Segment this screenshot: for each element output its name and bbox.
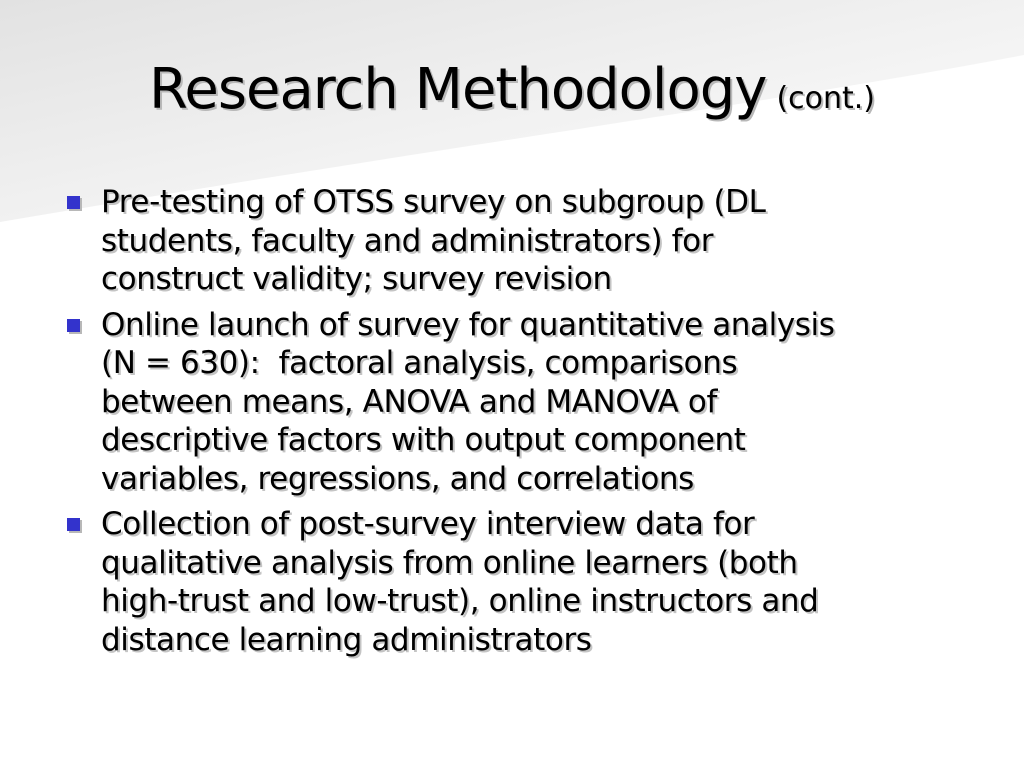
bullet-line: variables, regressions, and correlations	[101, 460, 694, 497]
bullet-item-pretesting	[64, 183, 964, 299]
bullet-line: construct validity; survey revision	[101, 261, 612, 297]
bullet-list	[64, 183, 964, 666]
bullet-line: distance learning administrators	[101, 621, 592, 658]
bullet-line: Collection of post-survey interview data for	[101, 506, 755, 542]
bullet-line: students, faculty and administrators) for	[101, 222, 714, 259]
square-bullet-icon	[67, 518, 80, 531]
slide-title-suffix: (cont.)	[776, 81, 876, 116]
slide-title	[0, 57, 1024, 122]
bullet-item-interviews	[64, 505, 964, 659]
slide-title-main: Research Methodology	[148, 57, 767, 122]
square-bullet-icon	[67, 196, 80, 209]
bullet-line: (N = 630): factoral analysis, comparisons	[101, 345, 738, 381]
bullet-line: between means, ANOVA and MANOVA of	[101, 383, 717, 420]
bullet-line: Online launch of survey for quantitative analysis	[101, 306, 835, 343]
bullet-line: high-trust and low-trust), online instructors and	[101, 583, 819, 619]
bullet-line: descriptive factors with output component	[101, 422, 746, 458]
bullet-item-online-launch	[64, 306, 964, 499]
square-bullet-icon	[67, 319, 80, 332]
bullet-line: Pre-testing of OTSS survey on subgroup (DL	[101, 184, 766, 220]
bullet-line: qualitative analysis from online learners (both	[101, 544, 798, 581]
